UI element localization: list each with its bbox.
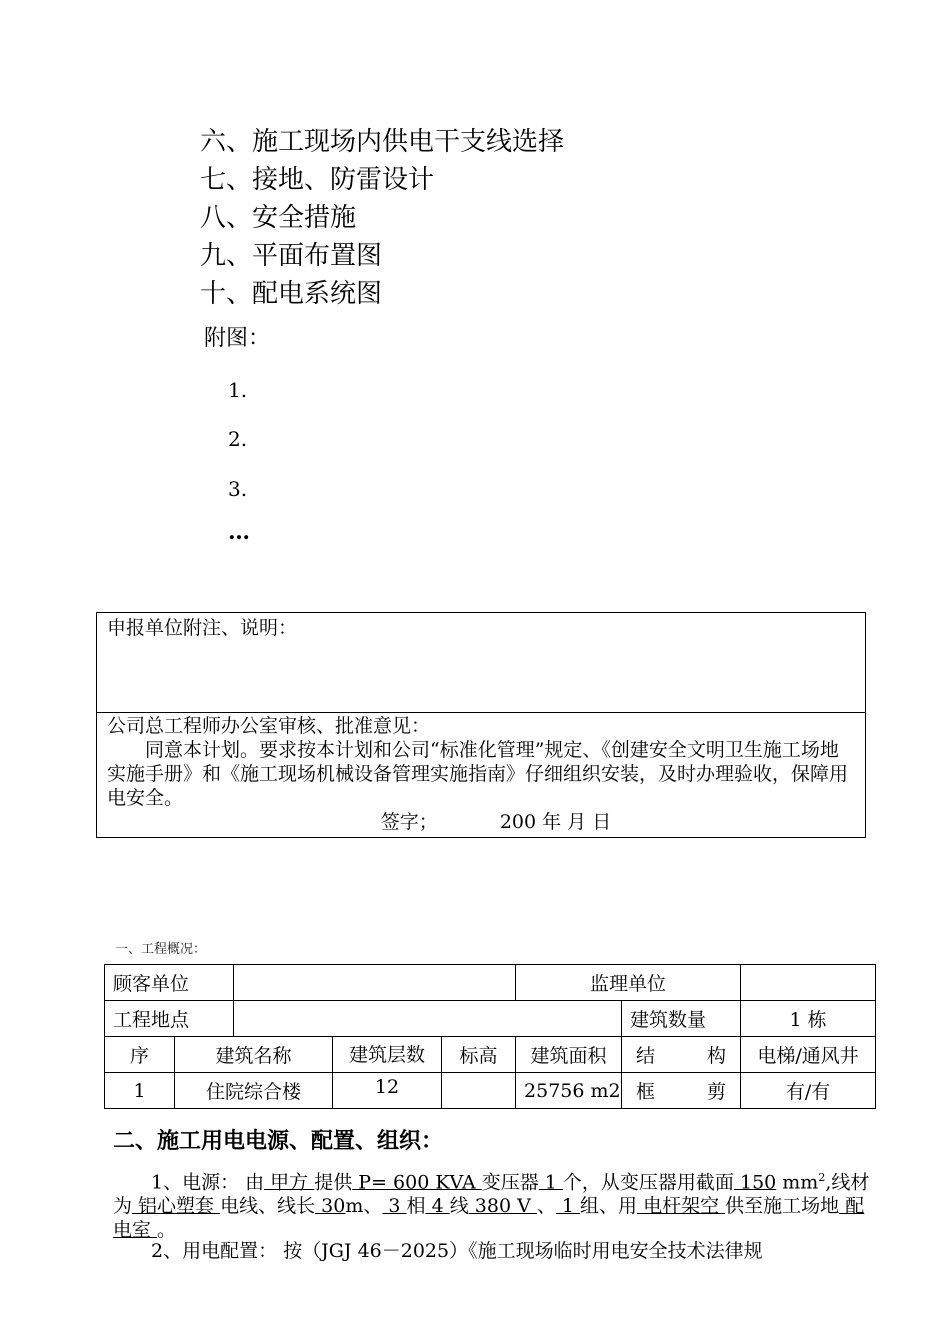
section2-title: 二、施工用电电源、配置、组织： xyxy=(113,1128,444,1154)
header-structure: 结 构 xyxy=(622,1037,741,1073)
row-elevator: 有/有 xyxy=(741,1073,876,1109)
row-elevation xyxy=(442,1073,516,1109)
overview-label: 一、工程概况： xyxy=(115,942,207,957)
count-label: 建筑数量 xyxy=(622,1001,741,1037)
header-area: 建筑面积 xyxy=(516,1037,622,1073)
row-name: 住院综合楼 xyxy=(175,1073,333,1109)
signature-label: 签字； xyxy=(380,811,438,833)
applicant-notes-section xyxy=(97,613,865,713)
appendix-ellipsis: … xyxy=(228,519,250,545)
toc-item-10: 十、配电系统图 xyxy=(200,279,383,309)
site-value xyxy=(234,1001,622,1037)
appendix-item-2: 2. xyxy=(228,427,248,451)
appendix-item-3: 3. xyxy=(228,477,248,501)
row-area: 25756 m2 xyxy=(516,1073,622,1109)
toc-item-7: 七、接地、防雷设计 xyxy=(200,165,435,195)
signature-date: 200 年 月 日 xyxy=(499,811,612,833)
appendix-title: 附图： xyxy=(204,326,271,351)
row-structure: 框 剪 xyxy=(622,1073,741,1109)
site-label: 工程地点 xyxy=(105,1001,234,1037)
header-floors: 建筑层数 xyxy=(333,1037,442,1073)
header-name: 建筑名称 xyxy=(175,1037,333,1073)
count-value: 1 栋 xyxy=(741,1001,876,1037)
row-floors: 12 xyxy=(333,1073,442,1109)
power-config-paragraph: 2、用电配置： 按（JGJ 46－2025）《施工现场临时用电安全技术法律规 xyxy=(151,1240,763,1262)
approval-text: 同意本计划。要求按本计划和公司“标准化管理”规定、《创建安全文明卫生施工场地实施手册》和《施工现场机械设备管理实施指南》仔细组织安装，及时办理验收，保障用电安全。 xyxy=(107,739,849,809)
header-seq: 序 xyxy=(105,1037,175,1073)
toc-item-8: 八、安全措施 xyxy=(200,203,357,233)
appendix-item-1: 1. xyxy=(228,378,248,402)
overview-table xyxy=(104,964,876,1109)
applicant-notes-label: 申报单位附注、说明： xyxy=(107,617,298,639)
header-elevation: 标高 xyxy=(442,1037,516,1073)
approval-section xyxy=(97,713,865,837)
signature-line xyxy=(107,810,855,834)
toc-item-6: 六、施工现场内供电干支线选择 xyxy=(200,127,565,157)
client-label: 顾客单位 xyxy=(105,965,234,1001)
row-seq: 1 xyxy=(105,1073,175,1109)
table-row xyxy=(105,1073,876,1109)
toc-item-9: 九、平面布置图 xyxy=(200,241,383,271)
table-row xyxy=(105,965,876,1001)
approval-label: 公司总工程师办公室审核、批准意见： xyxy=(107,715,431,737)
review-box xyxy=(96,612,866,838)
supervisor-label: 监理单位 xyxy=(516,965,741,1001)
client-value xyxy=(234,965,516,1001)
header-elevator: 电梯/通风井 xyxy=(741,1037,876,1073)
power-source-paragraph: 1、电源： 由 甲方 提供 P= 600 KVA 变压器 1 个，从变压器用截面 150 $mm^2$,线材为 铝心塑套 电线、线长 30m、 3 相 4 线 380 V 、 1 组、用 电杆架空 供至施工场地 配电室 。 xyxy=(113,1171,870,1242)
table-row xyxy=(105,1001,876,1037)
supervisor-value xyxy=(741,965,876,1001)
table-header-row xyxy=(105,1037,876,1073)
